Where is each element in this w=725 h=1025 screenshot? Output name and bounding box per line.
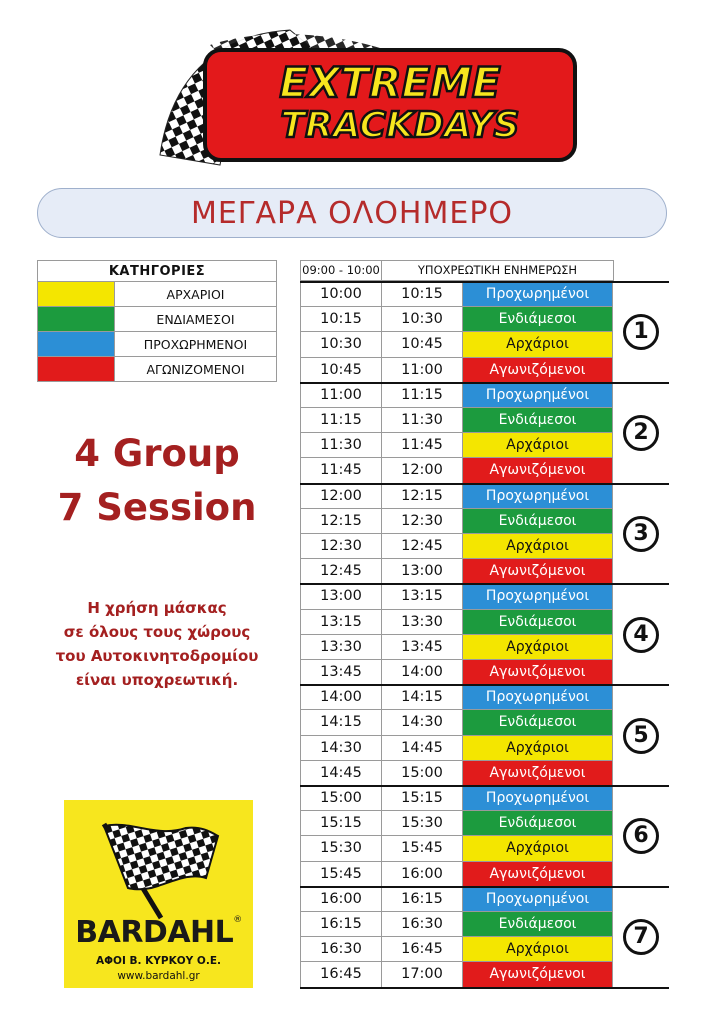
end-time: 11:30 (381, 408, 462, 433)
end-time: 15:45 (381, 836, 462, 861)
legend-label-advanced: ΠΡΟΧΩΡΗΜΕΝΟΙ (115, 332, 277, 357)
schedule-row (300, 559, 669, 584)
group-cell: Ενδιάμεσοι (462, 408, 613, 433)
end-time: 11:15 (381, 383, 462, 408)
end-time: 11:00 (381, 358, 462, 383)
start-time: 16:00 (300, 887, 381, 912)
start-time: 16:30 (300, 937, 381, 962)
group-cell: Προχωρημένοι (462, 282, 613, 307)
end-time: 16:45 (381, 937, 462, 962)
legend-swatch-beginner (38, 282, 115, 307)
group-cell: Αρχάριοι (462, 534, 613, 559)
session-number-badge: 4 (623, 617, 659, 653)
end-time: 11:45 (381, 433, 462, 458)
start-time: 13:15 (300, 610, 381, 635)
end-time: 13:00 (381, 559, 462, 584)
logo-line2: TRACKDAYS (280, 105, 520, 146)
schedule-row (300, 282, 669, 307)
start-time: 11:15 (300, 408, 381, 433)
schedule-row (300, 433, 669, 458)
session-separator (300, 382, 669, 384)
group-cell: Ενδιάμεσοι (462, 307, 613, 332)
group-cell: Αρχάριοι (462, 736, 613, 761)
start-time: 10:00 (300, 282, 381, 307)
end-time: 15:15 (381, 786, 462, 811)
schedule-row (300, 484, 669, 509)
start-time: 15:00 (300, 786, 381, 811)
end-time: 13:45 (381, 635, 462, 660)
briefing-time: 09:00 - 10:00 (300, 260, 382, 281)
bardahl-sponsor-box (64, 800, 253, 988)
end-time: 12:30 (381, 509, 462, 534)
schedule-row (300, 887, 669, 912)
group-cell: Αγωνιζόμενοι (462, 862, 613, 887)
group-cell: Αρχάριοι (462, 635, 613, 660)
end-time: 14:30 (381, 710, 462, 735)
end-time: 17:00 (381, 962, 462, 987)
group-cell: Προχωρημένοι (462, 786, 613, 811)
group-cell: Προχωρημένοι (462, 685, 613, 710)
legend-heading: ΚΑΤΗΓΟΡΙΕΣ (38, 261, 277, 282)
start-time: 11:30 (300, 433, 381, 458)
end-time: 14:45 (381, 736, 462, 761)
legend-label-racing: ΑΓΩΝΙΖΟΜΕΝΟΙ (115, 357, 277, 382)
schedule-row (300, 509, 669, 534)
start-time: 15:45 (300, 862, 381, 887)
start-time: 16:45 (300, 962, 381, 987)
session-separator (300, 886, 669, 888)
session-separator (300, 684, 669, 686)
end-time: 12:00 (381, 458, 462, 483)
page-title: ΜΕΓΑΡΑ ΟΛΟΗΜΕΡΟ (190, 195, 514, 231)
group-cell: Ενδιάμεσοι (462, 509, 613, 534)
session-number-badge: 1 (623, 314, 659, 350)
start-time: 11:00 (300, 383, 381, 408)
end-time: 16:15 (381, 887, 462, 912)
end-time: 10:30 (381, 307, 462, 332)
bardahl-brand: BARDAHL® (75, 915, 242, 950)
end-time: 12:15 (381, 484, 462, 509)
start-time: 13:45 (300, 660, 381, 685)
end-time: 10:15 (381, 282, 462, 307)
group-cell: Αγωνιζόμενοι (462, 962, 613, 987)
group-cell: Αγωνιζόμενοι (462, 559, 613, 584)
start-time: 10:30 (300, 332, 381, 357)
group-cell: Αγωνιζόμενοι (462, 660, 613, 685)
session-number-badge: 3 (623, 516, 659, 552)
title-banner (37, 188, 667, 238)
end-time: 16:30 (381, 912, 462, 937)
start-time: 15:30 (300, 836, 381, 861)
schedule-row (300, 912, 669, 937)
start-time: 13:30 (300, 635, 381, 660)
schedule-row (300, 408, 669, 433)
legend-swatch-intermediate (38, 307, 115, 332)
session-number-badge: 5 (623, 718, 659, 754)
schedule-row (300, 458, 669, 483)
groups-count-text: 4 Group (74, 432, 240, 475)
start-time: 12:15 (300, 509, 381, 534)
group-cell: Αρχάριοι (462, 937, 613, 962)
group-cell: Προχωρημένοι (462, 383, 613, 408)
session-number-badge: 2 (623, 415, 659, 451)
extreme-trackdays-logo (150, 25, 580, 175)
schedule-row (300, 962, 669, 987)
schedule-row (300, 584, 669, 609)
group-cell: Προχωρημένοι (462, 484, 613, 509)
schedule-row (300, 383, 669, 408)
schedule-row (300, 358, 669, 383)
group-cell: Αγωνιζόμενοι (462, 761, 613, 786)
group-cell: Ενδιάμεσοι (462, 610, 613, 635)
end-time: 12:45 (381, 534, 462, 559)
group-cell: Αρχάριοι (462, 836, 613, 861)
start-time: 16:15 (300, 912, 381, 937)
checkered-flag-icon (86, 818, 236, 923)
group-cell: Ενδιάμεσοι (462, 710, 613, 735)
schedule-row (300, 534, 669, 559)
notice-line: του Αυτοκινητοδρομίου (55, 647, 259, 665)
start-time: 12:30 (300, 534, 381, 559)
category-legend (37, 260, 277, 382)
briefing-label: ΥΠΟΧΡΕΩΤΙΚΗ ΕΝΗΜΕΡΩΣΗ (381, 260, 614, 281)
notice-line: είναι υποχρεωτική. (75, 671, 239, 689)
session-number-badge: 7 (623, 919, 659, 955)
notice-line: Η χρήση μάσκας (87, 599, 227, 617)
session-separator (300, 583, 669, 585)
session-separator (300, 987, 669, 989)
start-time: 12:00 (300, 484, 381, 509)
session-separator (300, 281, 669, 283)
legend-label-beginner: ΑΡΧΑΡΙΟΙ (115, 282, 277, 307)
schedule-row (300, 786, 669, 811)
end-time: 16:00 (381, 862, 462, 887)
start-time: 12:45 (300, 559, 381, 584)
schedule-row (300, 710, 669, 735)
schedule-row (300, 736, 669, 761)
sessions-count-text: 7 Session (57, 486, 257, 529)
end-time: 15:00 (381, 761, 462, 786)
legend-swatch-racing (38, 357, 115, 382)
group-cell: Ενδιάμεσοι (462, 912, 613, 937)
schedule-row (300, 862, 669, 887)
group-cell: Αγωνιζόμενοι (462, 458, 613, 483)
schedule-row (300, 811, 669, 836)
group-cell: Προχωρημένοι (462, 584, 613, 609)
end-time: 14:15 (381, 685, 462, 710)
start-time: 13:00 (300, 584, 381, 609)
end-time: 13:30 (381, 610, 462, 635)
end-time: 10:45 (381, 332, 462, 357)
start-time: 11:45 (300, 458, 381, 483)
legend-label-intermediate: ΕΝΔΙΑΜΕΣΟΙ (115, 307, 277, 332)
group-cell: Αρχάριοι (462, 433, 613, 458)
end-time: 14:00 (381, 660, 462, 685)
end-time: 15:30 (381, 811, 462, 836)
notice-line: σε όλους τους χώρους (63, 623, 251, 641)
schedule-row (300, 937, 669, 962)
start-time: 15:15 (300, 811, 381, 836)
mask-notice (37, 596, 277, 692)
legend-swatch-advanced (38, 332, 115, 357)
start-time: 14:30 (300, 736, 381, 761)
start-time: 14:15 (300, 710, 381, 735)
schedule-row (300, 610, 669, 635)
group-cell: Ενδιάμεσοι (462, 811, 613, 836)
logo-line1: EXTREME (279, 58, 501, 107)
start-time: 10:15 (300, 307, 381, 332)
schedule-row (300, 685, 669, 710)
schedule-row (300, 836, 669, 861)
end-time: 13:15 (381, 584, 462, 609)
start-time: 14:00 (300, 685, 381, 710)
bardahl-company: ΑΦΟΙ Β. ΚΥΡΚΟΥ Ο.Ε. (95, 955, 222, 967)
schedule-row (300, 660, 669, 685)
schedule-row (300, 635, 669, 660)
session-separator (300, 483, 669, 485)
schedule-row (300, 307, 669, 332)
group-cell: Αγωνιζόμενοι (462, 358, 613, 383)
schedule-row (300, 332, 669, 357)
session-separator (300, 785, 669, 787)
start-time: 10:45 (300, 358, 381, 383)
start-time: 14:45 (300, 761, 381, 786)
schedule-row (300, 761, 669, 786)
group-cell: Αρχάριοι (462, 332, 613, 357)
session-number-badge: 6 (623, 818, 659, 854)
bardahl-url: www.bardahl.gr (117, 970, 200, 982)
group-cell: Προχωρημένοι (462, 887, 613, 912)
